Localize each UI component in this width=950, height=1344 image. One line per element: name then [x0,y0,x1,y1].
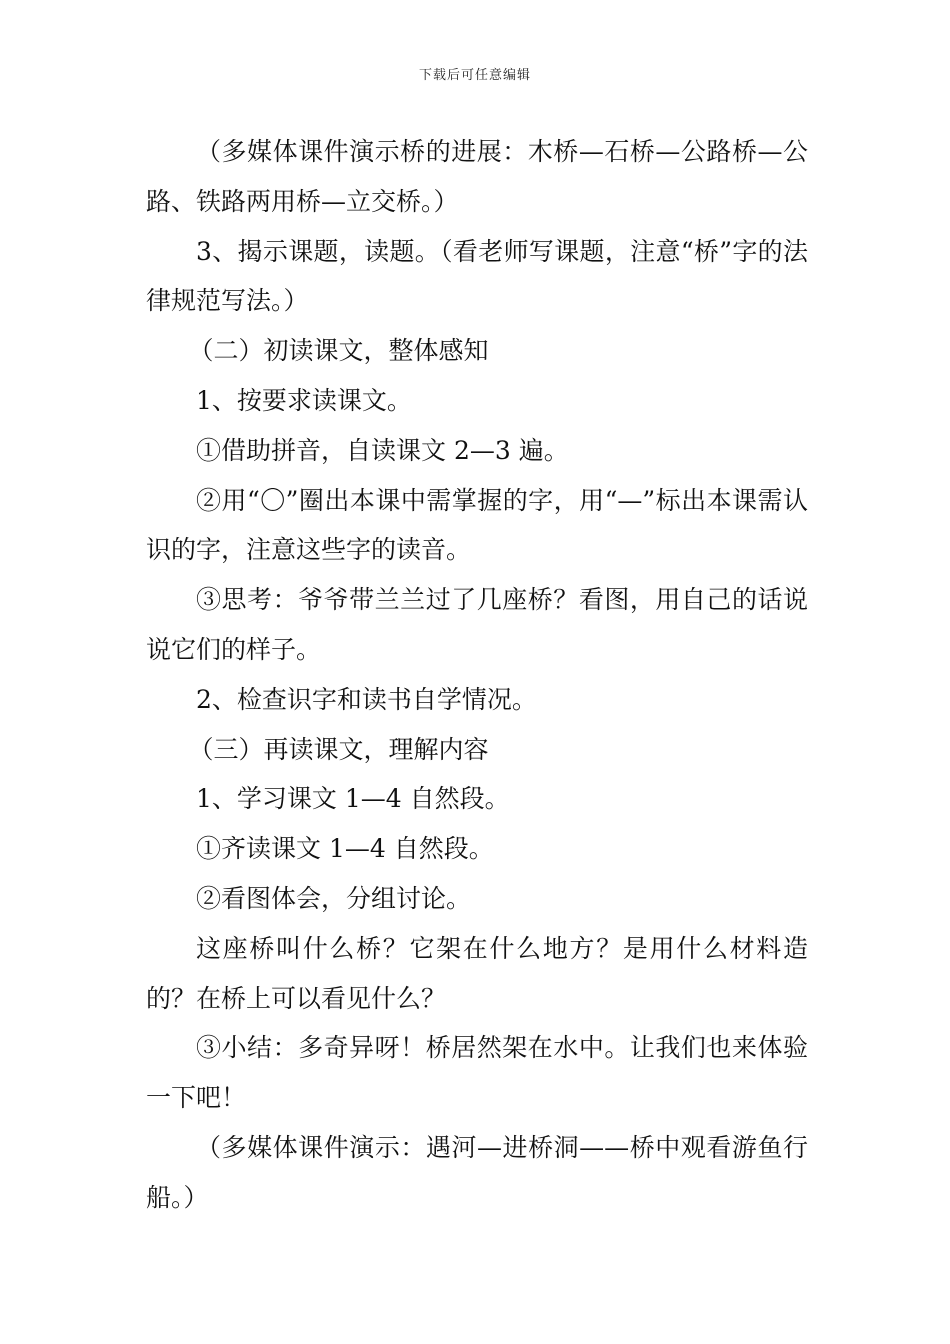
paragraph-mark-characters: ②用“〇”圈出本课中需掌握的字，用“—”标出本课需认识的字，注意这些字的读音。 [146,485,808,565]
paragraph-study-1-4: 1、学习课文 1—4 自然段。 [196,784,510,814]
paragraph-read-as-required: 1、按要求读课文。 [196,385,412,415]
paragraph-group-discussion: ②看图体会，分组讨论。 [196,883,472,913]
paragraph-summary: ③小结：多奇异呀！桥居然架在水中。让我们也来体验一下吧！ [146,1033,808,1113]
paragraph-check-literacy: 2、检查识字和读书自学情况。 [196,684,537,714]
paragraph-multimedia-demo: （多媒体课件演示：遇河—进桥洞——桥中观看游鱼行船。） [146,1132,808,1212]
page-header: 下载后可任意编辑 [418,68,531,83]
section-heading-first-reading: （二）初读课文，整体感知 [188,336,489,366]
document-body [146,127,808,1223]
paragraph-think-bridges: ③思考：爷爷带兰兰过了几座桥？看图，用自己的话说说它们的样子。 [146,585,808,664]
paragraph-read-together: ①齐读课文 1—4 自然段。 [196,834,494,864]
paragraph-bridge-development: （多媒体课件演示桥的进展：木桥—石桥—公路桥—公路、铁路两用桥—立交桥。） [146,137,808,216]
section-heading-reread: （三）再读课文，理解内容 [188,734,489,764]
paragraph-bridge-questions: 这座桥叫什么桥？它架在什么地方？是用什么材料造的？在桥上可以看见什么？ [146,933,808,1013]
paragraph-pinyin-reading: ①借助拼音，自读课文 2—3 遍。 [196,435,569,465]
paragraph-reveal-topic: 3、揭示课题，读题。（看老师写课题，注意“桥”字的法律规范写法。） [146,236,808,316]
